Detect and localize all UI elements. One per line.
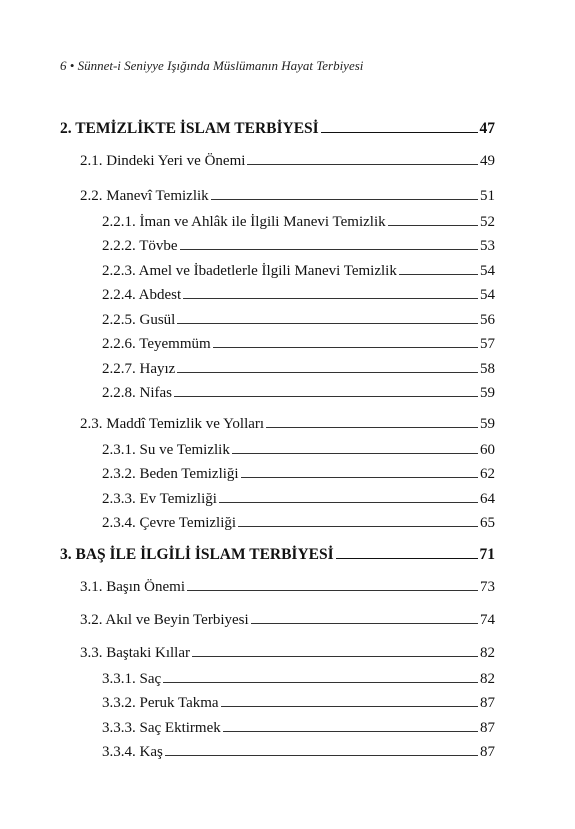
toc-entry-page: 87 (480, 695, 495, 711)
toc-entry-page: 58 (480, 361, 495, 377)
toc-entry (80, 644, 495, 662)
toc-leader-line (183, 298, 478, 299)
toc-entry-title: 2.3. Maddî Temizlik ve Yolları (80, 416, 265, 432)
toc-leader-line (232, 453, 478, 454)
toc-leader-line (251, 623, 478, 624)
toc-entry-page: 71 (479, 546, 495, 563)
toc-entry-title: 3. BAŞ İLE İLGİLİ İSLAM TERBİYESİ (60, 546, 334, 563)
toc-entry (102, 360, 495, 378)
toc-entry-title: 2.2.7. Hayız (102, 361, 176, 377)
toc-entry-title: 2.3.4. Çevre Temizliği (102, 515, 237, 531)
toc-leader-line (238, 526, 478, 527)
header-bullet: • (69, 58, 75, 73)
toc-entry-page: 87 (480, 744, 495, 760)
toc-entry-title: 2.2.1. İman ve Ahlâk ile İlgili Manevi Temizlik (102, 214, 386, 230)
toc-leader-line (187, 590, 478, 591)
toc-entry-page: 65 (480, 515, 495, 531)
toc-entry-title: 2.2.3. Amel ve İbadetlerle İlgili Manevi Temizlik (102, 263, 397, 279)
toc-entry-title: 3.3.4. Kaş (102, 744, 163, 760)
toc-leader-line (219, 502, 478, 503)
toc-leader-line (192, 656, 478, 657)
toc-leader-line (177, 323, 478, 324)
toc-leader-line (221, 706, 478, 707)
toc-entry-page: 51 (480, 188, 495, 204)
toc-entry-title: 3.3.1. Saç (102, 671, 162, 687)
toc-leader-line (177, 372, 478, 373)
toc-entry-title: 2.2. Manevî Temizlik (80, 188, 209, 204)
toc-entry (102, 213, 495, 231)
toc-entry-page: 82 (480, 671, 495, 687)
toc-entry (102, 335, 495, 353)
toc-entry-title: 2.2.2. Tövbe (102, 238, 178, 254)
toc-entry-page: 73 (480, 579, 495, 595)
toc-leader-line (336, 558, 478, 559)
toc-entry-page: 64 (480, 491, 495, 507)
toc-entry (102, 262, 495, 280)
toc-leader-line (266, 427, 478, 428)
toc-leader-line (247, 164, 478, 165)
toc-entry-title: 2.2.5. Gusül (102, 312, 176, 328)
toc-entry (102, 490, 495, 508)
toc-entry (60, 546, 495, 564)
toc-entry-title: 3.1. Başın Önemi (80, 579, 185, 595)
toc-entry-title: 2.3.2. Beden Temizliği (102, 466, 239, 482)
toc-entry (80, 415, 495, 433)
toc-leader-line (211, 199, 478, 200)
toc-entry-page: 59 (480, 416, 495, 432)
toc-entry-page: 47 (479, 120, 495, 137)
toc-entry-title: 2.3.1. Su ve Temizlik (102, 442, 230, 458)
toc-entry (102, 670, 495, 688)
toc-leader-line (213, 347, 478, 348)
toc-entry-title: 2.3.3. Ev Temizliği (102, 491, 217, 507)
toc-entry-page: 74 (480, 612, 495, 628)
toc-entry-title: 2.2.8. Nifas (102, 385, 172, 401)
toc-leader-line (163, 682, 478, 683)
toc-entry-title: 3.3. Baştaki Kıllar (80, 645, 190, 661)
toc-entry-title: 3.3.3. Saç Ektirmek (102, 720, 221, 736)
toc-leader-line (399, 274, 478, 275)
toc-entry-title: 2. TEMİZLİKTE İSLAM TERBİYESİ (60, 120, 319, 137)
toc-leader-line (321, 132, 478, 133)
toc-entry-title: 2.2.4. Abdest (102, 287, 182, 303)
toc-entry (102, 514, 495, 532)
toc-entry-page: 60 (480, 442, 495, 458)
toc-entry (102, 237, 495, 255)
toc-leader-line (388, 225, 478, 226)
toc-leader-line (223, 731, 478, 732)
toc-entry (102, 743, 495, 761)
toc-entry-title: 3.3.2. Peruk Takma (102, 695, 219, 711)
toc-leader-line (180, 249, 478, 250)
toc-leader-line (241, 477, 478, 478)
toc-entry-page: 52 (480, 214, 495, 230)
toc-entry (60, 120, 495, 138)
toc-entry (102, 441, 495, 459)
toc-entry (102, 311, 495, 329)
toc-entry (102, 465, 495, 483)
toc-entry (80, 187, 495, 205)
toc-entry-page: 54 (480, 263, 495, 279)
toc-entry (80, 578, 495, 596)
toc-entry-page: 53 (480, 238, 495, 254)
toc-entry (102, 286, 495, 304)
toc-entry (102, 384, 495, 402)
toc-entry-title: 2.1. Dindeki Yeri ve Önemi (80, 153, 246, 169)
toc-entry-page: 59 (480, 385, 495, 401)
toc-entry-page: 82 (480, 645, 495, 661)
toc-leader-line (165, 755, 478, 756)
toc-entry-page: 62 (480, 466, 495, 482)
toc-entry-page: 56 (480, 312, 495, 328)
toc-entry (102, 694, 495, 712)
toc-entry-title: 2.2.6. Teyemmüm (102, 336, 211, 352)
toc-entry-page: 87 (480, 720, 495, 736)
running-header (60, 58, 363, 74)
toc-entry (80, 611, 495, 629)
page-number: 6 (60, 58, 67, 73)
toc-leader-line (174, 396, 478, 397)
toc-entry-page: 57 (480, 336, 495, 352)
toc-entry-title: 3.2. Akıl ve Beyin Terbiyesi (80, 612, 249, 628)
toc-entry-page: 49 (480, 153, 495, 169)
toc-entry (80, 152, 495, 170)
toc-entry (102, 719, 495, 737)
toc-entry-page: 54 (480, 287, 495, 303)
book-title: Sünnet-i Seniyye Işığında Müslümanın Hayat Terbiyesi (77, 58, 364, 73)
